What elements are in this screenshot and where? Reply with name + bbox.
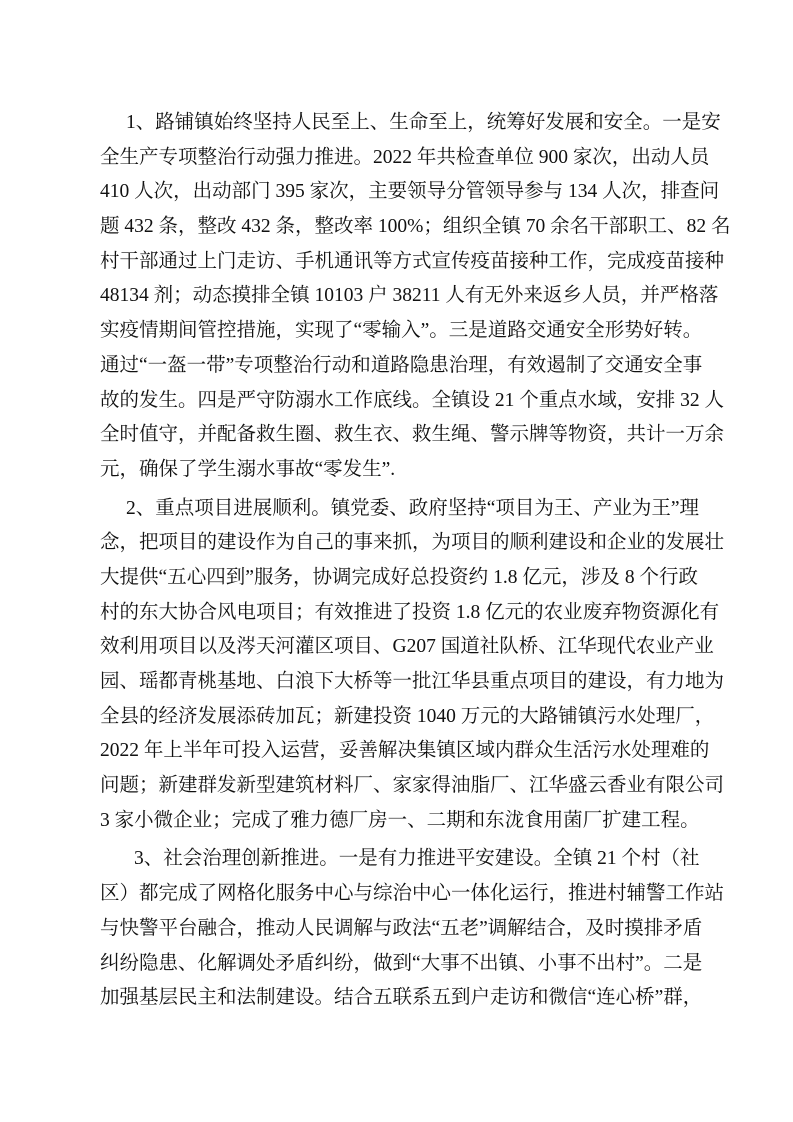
text-line: 效利用项目以及涔天河灌区项目、G207 国道社队桥、江华现代农业产业: [100, 636, 714, 658]
text-line: 园、瑶都青桃基地、白浪下大桥等一批江华县重点项目的建设，有力地为: [100, 671, 725, 692]
text-line: 题 432 条，整改 432 条，整改率 100%；组织全镇 70 余名干部职工、82 名: [100, 216, 731, 238]
text-line: 区）都完成了网格化服务中心与综治中心一体化运行，推进村辅警工作站: [100, 883, 725, 905]
text-line: 2、重点项目进展顺利。镇党委、政府坚持“项目为王、产业为王”理: [126, 497, 700, 519]
text-line: 3 家小微企业；完成了雅力德厂房一、二期和东泷食用菌厂扩建工程。: [100, 809, 700, 831]
text-line: 念，把项目的建设作为自己的事来抓，为项目的顺利建设和企业的发展壮: [100, 532, 725, 554]
text-line: 实疫情期间管控措施，实现了“零输入”。三是道路交通安全形势好转。: [100, 320, 703, 342]
text-line: 2022 年上半年可投入运营，妥善解决集镇区域内群众生活污水处理难的: [100, 740, 710, 762]
text-line: 1、路铺镇始终坚持人民至上、生命至上，统筹好发展和安全。一是安: [126, 112, 721, 133]
text-line: 3、社会治理创新推进。一是有力推进平安建设。全镇 21 个村（社: [134, 848, 700, 870]
text-line: 纠纷隐患、化解调处矛盾纠纷，做到“大事不出镇、小事不出村”。二是: [100, 952, 703, 974]
text-line: 全时值守，并配备救生圈、救生衣、救生绳、警示牌等物资，共计一万余: [100, 424, 725, 446]
text-line: 元，确保了学生溺水事故“零发生”.: [100, 458, 396, 480]
text-line: 加强基层民主和法制建设。结合五联系五到户走访和微信“连心桥”群，: [100, 987, 703, 1009]
text-line: 问题；新建群发新型建筑材料厂、家家得油脂厂、江华盛云香业有限公司: [100, 775, 725, 797]
document-page: [100, 106, 731, 1020]
text-line: 村的东大协合风电项目；有效推进了投资 1.8 亿元的农业废弃物资源化有: [100, 601, 720, 623]
paragraph-3: [100, 842, 725, 1015]
paragraph-2: [100, 492, 725, 839]
text-line: 全县的经济发展添砖加瓦；新建投资 1040 万元的大路铺镇污水处理厂，: [100, 705, 715, 727]
paragraph-1: [100, 106, 731, 488]
text-line: 通过“一盔一带”专项整治行动和道路隐患治理，有效遏制了交通安全事: [100, 354, 703, 376]
text-line: 故的发生。四是严守防溺水工作底线。全镇设 21 个重点水域，安排 32 人: [100, 389, 725, 411]
text-line: 48134 剂；动态摸排全镇 10103 户 38211 人有无外来返乡人员，并严格落: [100, 285, 719, 307]
text-line: 村干部通过上门走访、手机通讯等方式宣传疫苗接种工作，完成疫苗接种: [100, 250, 725, 272]
text-line: 与快警平台融合，推动人民调解与政法“五老”调解结合，及时摸排矛盾: [100, 917, 703, 939]
text-line: 大提供“五心四到”服务，协调完成好总投资约 1.8 亿元，涉及 8 个行政: [100, 566, 698, 588]
text-line: 全生产专项整治行动强力推进。2022 年共检查单位 900 家次，出动人员: [100, 146, 710, 168]
text-line: 410 人次，出动部门 395 家次，主要领导分管领导参与 134 人次，排查问: [100, 181, 720, 203]
